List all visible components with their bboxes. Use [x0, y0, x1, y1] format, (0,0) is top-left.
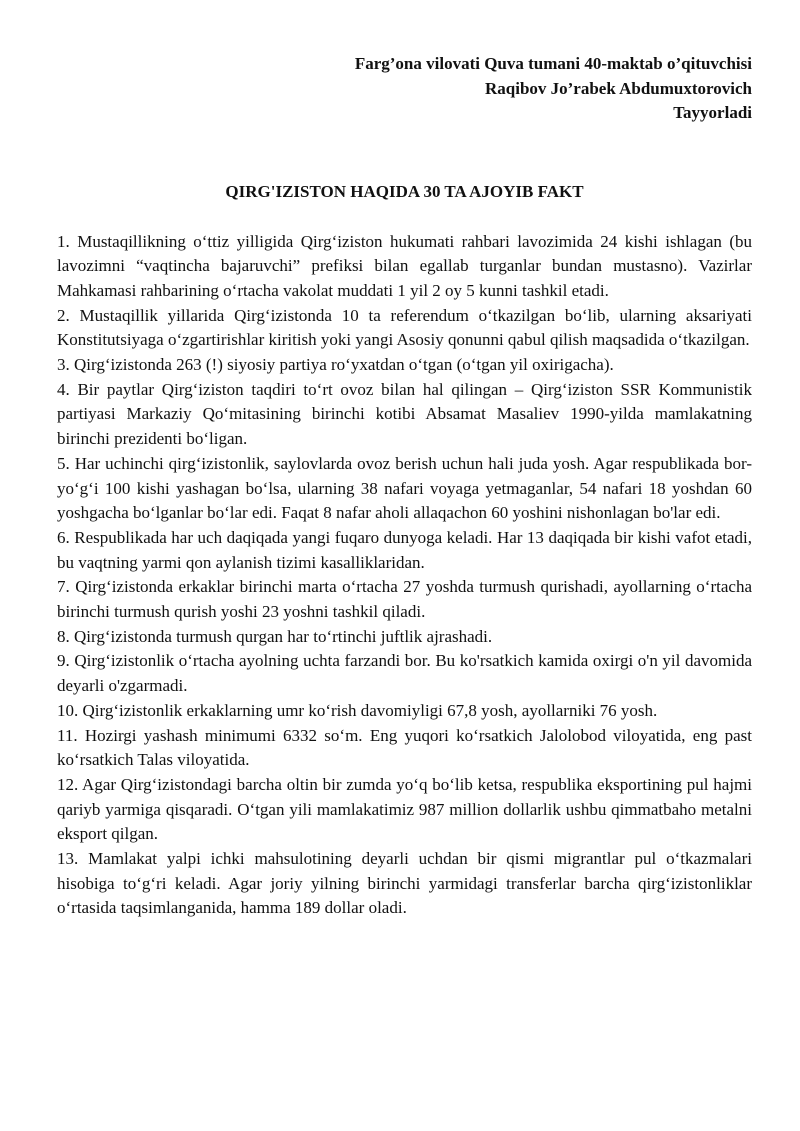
fact-item: 1. Mustaqillikning o‘ttiz yilligida Qirg‘iziston hukumati rahbari lavozimida 24 kishi ishlagan (bu lavozimni “vaqtincha bajaruvchi” prefiksi bilan egallab turganlar bundan mustasno). Vazirlar Mahkamasi rahbarining o‘rtacha vakolat muddati 1 yil 2 oy 5 kunni tashkil etadi. — [57, 231, 752, 300]
fact-item: 3. Qirg‘izistonda 263 (!) siyosiy partiya ro‘yxatdan o‘tgan (o‘tgan yil oxirigacha). — [57, 355, 614, 375]
fact-item: 7. Qirg‘izistonda erkaklar birinchi marta o‘rtacha 27 yoshda turmush qurishadi, ayollarning o‘rtacha birinchi turmush qurish yoshi 23 yoshni tashkil qiladi. — [57, 577, 752, 622]
fact-item: 4. Bir paytlar Qirg‘iziston taqdiri to‘rt ovoz bilan hal qilingan – Qirg‘iziston SSR Kommunistik partiyasi Markaziy Qo‘mitasining birinchi kotibi Absamat Masaliev 1990-yilda mamlakatning birinchi prezidenti bo‘ligan. — [57, 379, 752, 449]
fact-item: 13. Mamlakat yalpi ichki mahsulotining deyarli uchdan bir qismi migrantlar pul o‘tkazmalari hisobiga to‘g‘ri keladi. Agar joriy yilning birinchi yarmidagi transferlar barcha qirg‘izistonliklar o‘rtasida taqsimlanganida, hamma 189 dollar oladi. — [57, 849, 752, 918]
facts-list — [57, 230, 752, 922]
author-name: Raqibov Jo’rabek Abdumuxtorovich — [484, 78, 752, 98]
fact-item: 8. Qirg‘izistonda turmush qurgan har to‘rtinchi juftlik ajrashadi. — [57, 626, 493, 646]
fact-item: 11. Hozirgi yashash minimumi 6332 so‘m. Eng yuqori ko‘rsatkich Jalolobod viloyatida, eng past ko‘rsatkich Talas viloyatida. — [57, 725, 752, 770]
fact-item: 5. Har uchinchi qirg‘izistonlik, saylovlarda ovoz berish uchun hali juda yosh. Agar respublikada bor-yo‘g‘i 100 kishi yashagan bo‘lsa, ularning 38 nafari voyaga yetmaganlar, 54 nafari 18 yoshdan 60 yoshgacha bo‘lganlar bo‘lar edi. Faqat 8 nafar aholi allaqachon 60 yoshini nishonlagan bo'lar edi. — [57, 453, 752, 523]
fact-item: 6. Respublikada har uch daqiqada yangi fuqaro dunyoga keladi. Har 13 daqiqada bir kishi vafot etadi, bu vaqtning yarmi qon aylanish tizimi kasalliklaridan. — [57, 527, 752, 572]
fact-item: 2. Mustaqillik yillarida Qirg‘izistonda 10 ta referendum o‘tkazilgan bo‘lib, ularning aksariyati Konstitutsiyaga o‘zgartirishlar kiritish yoki yangi Asosiy qonunni qabul qilish maqsadida o‘tkazilgan. — [57, 305, 752, 350]
author-role: Tayyorladi — [673, 103, 752, 122]
fact-item: 12. Agar Qirg‘izistondagi barcha oltin bir zumda yo‘q bo‘lib ketsa, respublika eksportining pul hajmi qariyb yarmiga qisqaradi. O‘tgan yili mamlakatimiz 987 million dollarlik ushbu qimmatbaho metalni eksport qilgan. — [57, 774, 752, 844]
document-title: QIRG'IZISTON HAQIDA 30 TA AJOYIB FAKT — [225, 181, 584, 201]
fact-item: 9. Qirg‘izistonlik o‘rtacha ayolning uchta farzandi bor. Bu ko'rsatkich kamida oxirgi o'n yil davomida deyarli o'zgarmadi. — [57, 651, 752, 696]
author-school: Farg’ona vilovati Quva tumani 40-maktab o’qituvchisi — [354, 54, 752, 73]
document-page — [57, 52, 752, 921]
author-block — [57, 52, 752, 126]
fact-item: 10. Qirg‘izistonlik erkaklarning umr ko‘rish davomiyligi 67,8 yosh, ayollarniki 76 yosh. — [57, 700, 658, 720]
